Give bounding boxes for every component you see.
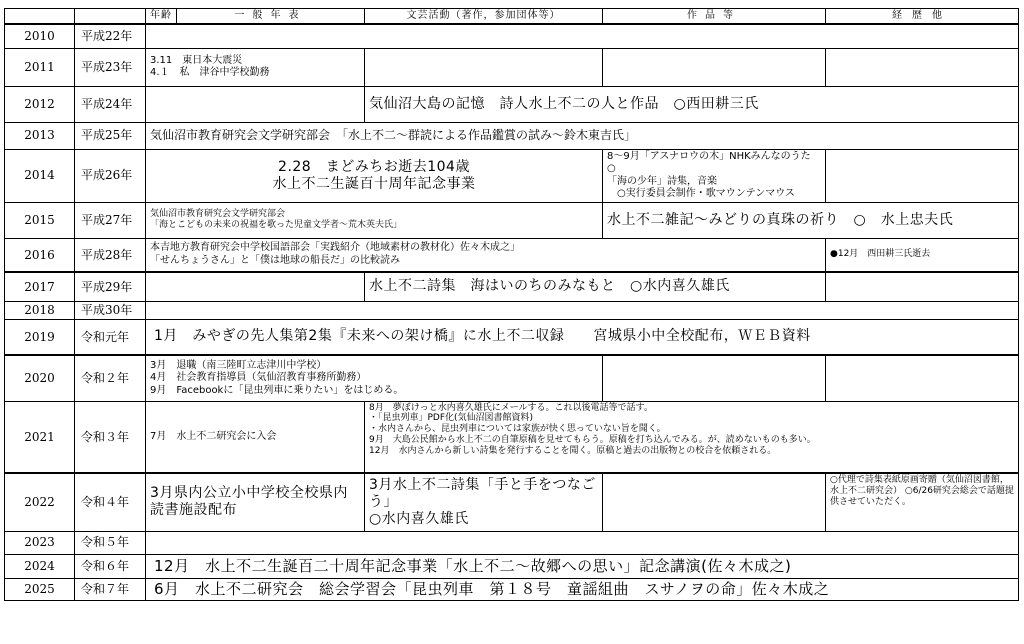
empty-cell bbox=[826, 149, 1019, 202]
year-cell: 2011 bbox=[5, 48, 75, 86]
era-cell: 平成29年 bbox=[75, 272, 146, 301]
span-cell: 6月 水上不二研究会 総会学習会「昆虫列車 第１８号 童謡組曲 スサノヲの命」佐々木成之 bbox=[146, 578, 1019, 600]
era-cell: 令和４年 bbox=[75, 473, 146, 531]
year-cell: 2012 bbox=[5, 86, 75, 122]
table-row bbox=[5, 554, 1019, 578]
era-cell: 平成26年 bbox=[75, 149, 146, 202]
span-cell: 気仙沼大島の記憶 詩人水上不二の人と作品 ○西田耕三氏 bbox=[365, 86, 1019, 122]
empty-cell bbox=[146, 86, 365, 122]
empty-cell bbox=[826, 48, 1019, 86]
career-cell: ●12月 西田耕三氏逝去 bbox=[826, 238, 1019, 272]
general-cell: 2.28 まどみちお逝去104歳 水上不二生誕百十周年記念事業 bbox=[146, 149, 603, 202]
year-cell: 2013 bbox=[5, 122, 75, 149]
era-cell: 平成28年 bbox=[75, 238, 146, 272]
span-cell: 気仙沼市教育研究会文学研究部会 「水上不二～群読による作品鑑賞の試み～鈴木東吉氏」 bbox=[146, 122, 1019, 149]
era-cell: 平成27年 bbox=[75, 202, 146, 238]
year-cell: 2016 bbox=[5, 238, 75, 272]
empty-cell bbox=[826, 355, 1019, 401]
table-row bbox=[5, 531, 1019, 554]
empty-cell bbox=[603, 48, 826, 86]
table-row bbox=[5, 401, 1019, 473]
era-cell: 令和２年 bbox=[75, 355, 146, 401]
works-cell: 8～9月「アスナロウの木」NHKみんなのうた ○ 「海の少年」詩集，音楽 ○実行委員会制作・歌マウンテンマウス bbox=[603, 149, 826, 202]
header-age: 年齢 bbox=[146, 9, 177, 25]
year-cell: 2025 bbox=[5, 578, 75, 600]
era-cell: 平成30年 bbox=[75, 301, 146, 319]
literary-cell: 水上不二詩集 海はいのちのみなもと ○水内喜久雄氏 bbox=[365, 272, 826, 301]
era-cell: 令和６年 bbox=[75, 554, 146, 578]
table-row bbox=[5, 122, 1019, 149]
year-cell: 2015 bbox=[5, 202, 75, 238]
year-cell: 2024 bbox=[5, 554, 75, 578]
year-cell: 2018 bbox=[5, 301, 75, 319]
header-row bbox=[5, 9, 1019, 25]
table-row bbox=[5, 355, 1019, 401]
era-cell: 令和元年 bbox=[75, 319, 146, 355]
general-cell: 3.11 東日本大震災 4.１ 私 津谷中学校勤務 bbox=[146, 48, 365, 86]
table-row bbox=[5, 473, 1019, 531]
empty-cell bbox=[365, 48, 603, 86]
year-cell: 2017 bbox=[5, 272, 75, 301]
empty-cell bbox=[603, 355, 826, 401]
literary-cell: 8月 夢ぼけっと水内喜久雄氏にメールする。これ以後電話等で話す。 ・「昆虫列車」PDF化(気仙沼図書館資料) ・水内さんから、昆虫列車については家族が快く思っていない旨を聞く。 9月 大島公民館から水上不二の自筆原稿を見せてもらう。原稿を打ち込んでみる。が、読めないものも多い。 12月 水内さんから新しい詩集を発行することを聞く。原稿と過去の出版物との校合を依頼される。 bbox=[365, 401, 1019, 473]
era-cell: 平成22年 bbox=[75, 24, 146, 48]
table-row bbox=[5, 24, 1019, 48]
year-cell: 2023 bbox=[5, 531, 75, 554]
header-year bbox=[5, 9, 75, 25]
year-cell: 2019 bbox=[5, 319, 75, 355]
table-row bbox=[5, 238, 1019, 272]
table-row bbox=[5, 319, 1019, 355]
chronology-table bbox=[4, 8, 1019, 601]
table-row bbox=[5, 149, 1019, 202]
era-cell: 令和７年 bbox=[75, 578, 146, 600]
span-cell: 12月 水上不二生誕百二十周年記念事業「水上不二～故郷への思い」記念講演(佐々木成之) bbox=[146, 554, 1019, 578]
header-literary: 文芸活動（著作，参加団体等） bbox=[365, 9, 603, 25]
table-row bbox=[5, 86, 1019, 122]
year-cell: 2010 bbox=[5, 24, 75, 48]
header-general: 一般年表 bbox=[177, 9, 365, 25]
empty-cell bbox=[603, 473, 826, 531]
literary-cell: 3月水上不二詩集「手と手をつなごう」 ○水内喜久雄氏 bbox=[365, 473, 603, 531]
era-cell: 令和５年 bbox=[75, 531, 146, 554]
empty-cell bbox=[146, 24, 1019, 48]
year-cell: 2014 bbox=[5, 149, 75, 202]
header-era bbox=[75, 9, 146, 25]
works-cell: 水上不二雑記～みどりの真珠の祈り ○ 水上忠夫氏 bbox=[603, 202, 1019, 238]
general-cell: 本吉地方教育研究会中学校国語部会「実践紹介（地域素材の教材化）佐々木成之」 「せんちょうさん」と「僕は地球の船長だ」の比較読み bbox=[146, 238, 826, 272]
career-cell: ○代理で詩集表紙原画寄贈（気仙沼図書館，水上不二研究会） ○6/26研究会総会で話題提供させていただく。 bbox=[826, 473, 1019, 531]
year-cell: 2021 bbox=[5, 401, 75, 473]
general-cell: 3月 退職（南三陸町立志津川中学校） 4月 社会教育指導員（気仙沼教育事務所勤務） 9月 Facebookに「昆虫列車に乗りたい」をはじめる。 bbox=[146, 355, 603, 401]
table-row bbox=[5, 578, 1019, 600]
general-cell: 気仙沼市教育研究会文学研究部会 「海とこどもの未来の祝福を歌った児童文学者～荒木英夫氏」 bbox=[146, 202, 603, 238]
general-cell: 3月県内公立小中学校全校県内読書施設配布 bbox=[146, 473, 365, 531]
table-row bbox=[5, 301, 1019, 319]
year-cell: 2020 bbox=[5, 355, 75, 401]
header-works: 作品等 bbox=[603, 9, 826, 25]
table-row bbox=[5, 48, 1019, 86]
empty-cell bbox=[146, 301, 1019, 319]
empty-cell bbox=[826, 272, 1019, 301]
empty-cell bbox=[146, 272, 365, 301]
table-row bbox=[5, 272, 1019, 301]
era-cell: 平成23年 bbox=[75, 48, 146, 86]
table-row bbox=[5, 202, 1019, 238]
year-cell: 2022 bbox=[5, 473, 75, 531]
empty-cell bbox=[146, 531, 1019, 554]
span-cell: 1月 みやぎの先人集第2集『未来への架け橋』に水上不二収録 宮城県小中全校配布，ＷＥＢ資料 bbox=[146, 319, 1019, 355]
era-cell: 令和３年 bbox=[75, 401, 146, 473]
era-cell: 平成25年 bbox=[75, 122, 146, 149]
header-career: 経歴他 bbox=[826, 9, 1019, 25]
general-cell: 7月 水上不二研究会に入会 bbox=[146, 401, 365, 473]
era-cell: 平成24年 bbox=[75, 86, 146, 122]
